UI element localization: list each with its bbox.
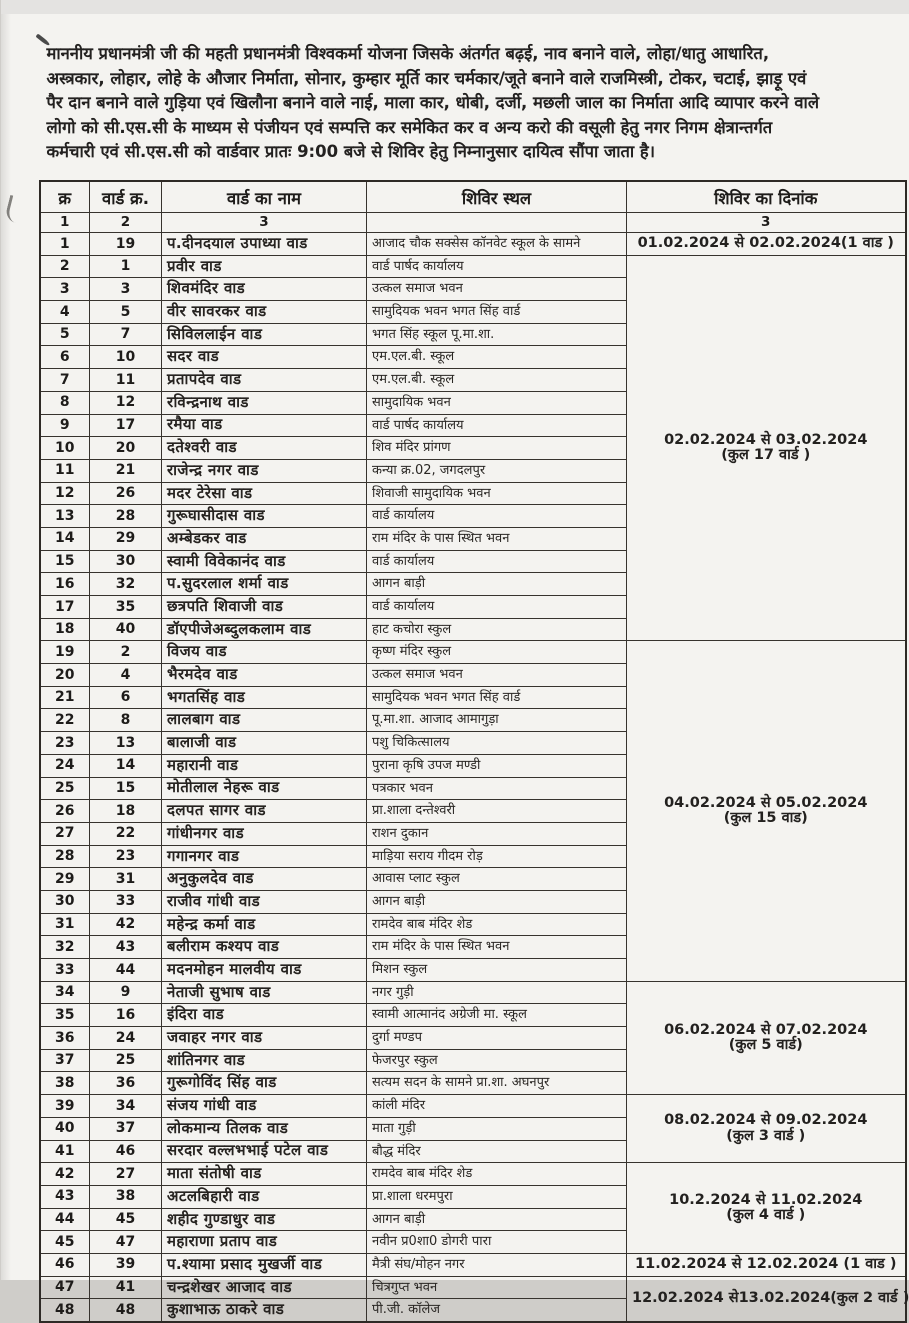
ward-name-cell: कुशाभाऊ ठाकरे वाड <box>162 1299 367 1322</box>
ward-number-cell: 39 <box>90 1253 162 1276</box>
ward-name-cell: गुरूघासीदास वाड <box>162 505 367 528</box>
ward-name-cell: महेन्द्र कर्मा वाड <box>162 913 367 936</box>
ward-name-cell: मोतीलाल नेहरू वाड <box>162 777 367 800</box>
serial-cell: 9 <box>40 414 90 437</box>
ward-number-cell: 6 <box>90 686 162 709</box>
intro-line: लोगो को सी.एस.सी के माध्यम से पंजीयन एवं सम्पत्ति कर समेकित कर व अन्य करो की वसूली हेतु नगर निगम क्षेत्रान्तर्गत <box>46 117 773 137</box>
ward-name-cell: प.सुदरलाल शर्मा वाड <box>162 573 367 596</box>
ward-name-cell: महारानी वाड <box>162 754 367 777</box>
camp-venue-cell: उत्कल समाज भवन <box>367 278 627 301</box>
column-number: 3 <box>627 213 906 233</box>
ward-name-cell: महाराणा प्रताप वाड <box>162 1231 367 1254</box>
ward-number-cell: 23 <box>90 845 162 868</box>
camp-venue-cell: पी.जी. कॉलेज <box>367 1299 627 1322</box>
ward-number-cell: 22 <box>90 822 162 845</box>
ward-name-cell: प्रतापदेव वाड <box>162 369 367 392</box>
serial-cell: 35 <box>40 1004 90 1027</box>
camp-venue-cell: प्रा.शाला धरमपुरा <box>367 1185 627 1208</box>
serial-cell: 13 <box>40 505 90 528</box>
camp-date-cell <box>627 1163 906 1254</box>
ward-number-cell: 14 <box>90 754 162 777</box>
ward-number-cell: 17 <box>90 414 162 437</box>
column-number: 1 <box>40 213 90 233</box>
serial-cell: 25 <box>40 777 90 800</box>
ward-number-cell: 26 <box>90 482 162 505</box>
ward-name-cell: बलीराम कश्यप वाड <box>162 936 367 959</box>
table-row <box>40 1095 906 1118</box>
camp-venue-cell: स्वामी आत्मानंद अग्रेजी मा. स्कूल <box>367 1004 627 1027</box>
ward-name-cell: संजय गांधी वाड <box>162 1095 367 1118</box>
serial-cell: 18 <box>40 618 90 641</box>
ward-name-cell: शिवमंदिर वाड <box>162 278 367 301</box>
camp-venue-cell: पुराना कृषि उपज मण्डी <box>367 754 627 777</box>
camp-date-cell <box>627 1095 906 1163</box>
serial-cell: 23 <box>40 732 90 755</box>
ward-number-cell: 30 <box>90 550 162 573</box>
ward-name-cell: शांतिनगर वाड <box>162 1049 367 1072</box>
ward-number-cell: 7 <box>90 323 162 346</box>
intro-line: कर्मचारी एवं सी.एस.सी को वार्डवार प्रातः 9:00 बजे से शिविर हेतु निम्नानुसार दायित्व सौंपा जाता है। <box>46 142 655 162</box>
serial-cell: 22 <box>40 709 90 732</box>
col-header-ward-name: वार्ड का नाम <box>162 181 367 213</box>
ward-number-cell: 8 <box>90 709 162 732</box>
serial-cell: 42 <box>40 1163 90 1186</box>
ward-name-cell: मदर टेरेसा वाड <box>162 482 367 505</box>
serial-cell: 30 <box>40 890 90 913</box>
serial-cell: 41 <box>40 1140 90 1163</box>
header-row <box>40 181 906 213</box>
ward-number-cell: 5 <box>90 301 162 324</box>
camp-date-cell <box>627 981 906 1094</box>
ward-number-cell: 41 <box>90 1276 162 1299</box>
camp-venue-cell: एम.एल.बी. स्कूल <box>367 346 627 369</box>
camp-venue-cell: सत्यम सदन के सामने प्रा.शा. अघनपुर <box>367 1072 627 1095</box>
ward-number-cell: 47 <box>90 1231 162 1254</box>
ward-name-cell: माता संतोषी वाड <box>162 1163 367 1186</box>
serial-cell: 21 <box>40 686 90 709</box>
camp-venue-cell: वार्ड कार्यालय <box>367 596 627 619</box>
serial-cell: 46 <box>40 1253 90 1276</box>
camp-venue-cell: आगन बाड़ी <box>367 890 627 913</box>
serial-cell: 16 <box>40 573 90 596</box>
camp-date-ward-count: (कुल 5 वार्ड) <box>728 1036 803 1053</box>
ward-number-cell: 10 <box>90 346 162 369</box>
ward-number-cell: 33 <box>90 890 162 913</box>
camp-venue-cell: नवीन प्र0शा0 डोगरी पारा <box>367 1231 627 1254</box>
ward-number-cell: 3 <box>90 278 162 301</box>
camp-date-range: 12.02.2024 से13.02.2024(कुल 2 वार्ड ) <box>632 1290 909 1307</box>
camp-venue-cell: राशन दुकान <box>367 822 627 845</box>
column-number: 2 <box>90 213 162 233</box>
serial-cell: 11 <box>40 459 90 482</box>
ward-name-cell: रमैया वाड <box>162 414 367 437</box>
serial-cell: 26 <box>40 800 90 823</box>
ward-number-cell: 16 <box>90 1004 162 1027</box>
ward-name-cell: नेताजी सुभाष वाड <box>162 981 367 1004</box>
ward-name-cell: दतेश्वरी वाड <box>162 437 367 460</box>
camp-venue-cell: हाट कचोरा स्कुल <box>367 618 627 641</box>
camp-venue-cell: वार्ड कार्यालय <box>367 505 627 528</box>
ward-name-cell: वीर सावरकर वाड <box>162 301 367 324</box>
camp-venue-cell: नगर गुड़ी <box>367 981 627 1004</box>
serial-cell: 10 <box>40 437 90 460</box>
column-numbering-row <box>40 213 906 233</box>
serial-cell: 19 <box>40 641 90 664</box>
camp-date-range: 02.02.2024 से 03.02.2024 <box>664 431 868 448</box>
serial-cell: 12 <box>40 482 90 505</box>
serial-cell: 32 <box>40 936 90 959</box>
serial-cell: 27 <box>40 822 90 845</box>
ward-number-cell: 9 <box>90 981 162 1004</box>
serial-cell: 40 <box>40 1117 90 1140</box>
ward-number-cell: 15 <box>90 777 162 800</box>
ward-name-cell: प.श्यामा प्रसाद मुखर्जी वाड <box>162 1253 367 1276</box>
camp-date-ward-count: (कुल 3 वार्ड ) <box>726 1127 806 1144</box>
ward-name-cell: डॉएपीजेअब्दुलकलाम वाड <box>162 618 367 641</box>
ward-number-cell: 2 <box>90 641 162 664</box>
camp-venue-cell: रामदेव बाब मंदिर शेड <box>367 913 627 936</box>
serial-cell: 28 <box>40 845 90 868</box>
ward-number-cell: 18 <box>90 800 162 823</box>
serial-cell: 2 <box>40 255 90 278</box>
col-header-serial: क्र <box>40 181 90 213</box>
serial-cell: 43 <box>40 1185 90 1208</box>
scan-top-band <box>1 0 909 14</box>
ward-number-cell: 25 <box>90 1049 162 1072</box>
ward-number-cell: 40 <box>90 618 162 641</box>
serial-cell: 8 <box>40 391 90 414</box>
ward-number-cell: 42 <box>90 913 162 936</box>
camp-date-ward-count: (कुल 4 वार्ड ) <box>726 1207 806 1224</box>
ward-name-cell: भगतसिंह वाड <box>162 686 367 709</box>
camp-venue-cell: सामुदियक भवन भगत सिंह वार्ड <box>367 301 627 324</box>
ward-number-cell: 1 <box>90 255 162 278</box>
ward-name-cell: चन्द्रशेखर आजाद वाड <box>162 1276 367 1299</box>
ward-number-cell: 45 <box>90 1208 162 1231</box>
camp-date-cell <box>627 641 906 981</box>
ward-name-cell: इंदिरा वाड <box>162 1004 367 1027</box>
camp-venue-cell: आवास प्लाट स्कुल <box>367 868 627 891</box>
ward-number-cell: 36 <box>90 1072 162 1095</box>
col-header-ward-number: वार्ड क्र. <box>90 181 162 213</box>
camp-venue-cell: आगन बाड़ी <box>367 1208 627 1231</box>
camp-venue-cell: पू.मा.शा. आजाद आमागुड़ा <box>367 709 627 732</box>
camp-date-ward-count: (कुल 17 वार्ड ) <box>721 447 811 464</box>
ward-name-cell: रविन्द्रनाथ वाड <box>162 391 367 414</box>
serial-cell: 29 <box>40 868 90 891</box>
camp-date-cell <box>627 255 906 641</box>
serial-cell: 24 <box>40 754 90 777</box>
table-row <box>40 1163 906 1186</box>
camp-venue-cell: कन्या क्र.02, जगदलपुर <box>367 459 627 482</box>
ward-number-cell: 35 <box>90 596 162 619</box>
ward-number-cell: 29 <box>90 527 162 550</box>
table-row <box>40 981 906 1004</box>
camp-date-range: 10.2.2024 से 11.02.2024 <box>669 1191 863 1208</box>
serial-cell: 17 <box>40 596 90 619</box>
serial-cell: 34 <box>40 981 90 1004</box>
camp-venue-cell: फेजरपुर स्कुल <box>367 1049 627 1072</box>
table-row <box>40 233 906 256</box>
serial-cell: 1 <box>40 233 90 256</box>
camp-venue-cell: शिवाजी सामुदायिक भवन <box>367 482 627 505</box>
ward-name-cell: अटलबिहारी वाड <box>162 1185 367 1208</box>
ward-number-cell: 31 <box>90 868 162 891</box>
serial-cell: 6 <box>40 346 90 369</box>
ward-number-cell: 46 <box>90 1140 162 1163</box>
camp-venue-cell: कृष्ण मंदिर स्कुल <box>367 641 627 664</box>
camp-venue-cell: वार्ड पार्षद कार्यालय <box>367 255 627 278</box>
camp-date-range: 04.02.2024 से 05.02.2024 <box>664 794 868 811</box>
camp-venue-cell: मैत्री संघ/मोहन नगर <box>367 1253 627 1276</box>
ward-name-cell: प्रवीर वाड <box>162 255 367 278</box>
ward-number-cell: 12 <box>90 391 162 414</box>
serial-cell: 3 <box>40 278 90 301</box>
camp-schedule-table <box>39 180 907 1323</box>
ward-name-cell: भैरमदेव वाड <box>162 664 367 687</box>
ward-name-cell: स्वामी विवेकानंद वाड <box>162 550 367 573</box>
camp-venue-cell: आगन बाड़ी <box>367 573 627 596</box>
ward-name-cell: जवाहर नगर वाड <box>162 1027 367 1050</box>
camp-venue-cell: वार्ड पार्षद कार्यालय <box>367 414 627 437</box>
serial-cell: 47 <box>40 1276 90 1299</box>
ward-number-cell: 48 <box>90 1299 162 1322</box>
ward-name-cell: अनुकुलदेव वाड <box>162 868 367 891</box>
ward-name-cell: लालबाग वाड <box>162 709 367 732</box>
serial-cell: 38 <box>40 1072 90 1095</box>
ward-number-cell: 19 <box>90 233 162 256</box>
ward-number-cell: 28 <box>90 505 162 528</box>
serial-cell: 33 <box>40 959 90 982</box>
ward-number-cell: 43 <box>90 936 162 959</box>
intro-line: पैर दान बनाने वाले गुड़िया एवं खिलौना बनाने वाले नाई, माला कार, धोबी, दर्जी, मछली जाल का निर्माता आदि व्यापार करने वाले <box>46 93 820 113</box>
serial-cell: 39 <box>40 1095 90 1118</box>
camp-date-range: 06.02.2024 से 07.02.2024 <box>664 1021 868 1038</box>
ward-number-cell: 38 <box>90 1185 162 1208</box>
camp-venue-cell: चित्रगुप्त भवन <box>367 1276 627 1299</box>
camp-venue-cell: एम.एल.बी. स्कूल <box>367 369 627 392</box>
camp-venue-cell: राम मंदिर के पास स्थित भवन <box>367 527 627 550</box>
camp-date-range: 11.02.2024 से 12.02.2024 (1 वाड ) <box>635 1256 897 1273</box>
serial-cell: 37 <box>40 1049 90 1072</box>
ward-name-cell: अम्बेडकर वाड <box>162 527 367 550</box>
ward-name-cell: सरदार वल्लभभाई पटेल वाड <box>162 1140 367 1163</box>
col-header-camp-venue: शिविर स्थल <box>367 181 627 213</box>
ward-number-cell: 44 <box>90 959 162 982</box>
camp-date-range: 01.02.2024 से 02.02.2024(1 वाड ) <box>637 235 894 252</box>
serial-cell: 15 <box>40 550 90 573</box>
ward-name-cell: प.दीनदयाल उपाध्या वाड <box>162 233 367 256</box>
intro-paragraph <box>47 42 879 165</box>
ward-number-cell: 21 <box>90 459 162 482</box>
camp-date-cell <box>627 233 906 256</box>
camp-venue-cell: प्रा.शाला दन्तेश्वरी <box>367 800 627 823</box>
ward-number-cell: 27 <box>90 1163 162 1186</box>
ward-name-cell: राजीव गांधी वाड <box>162 890 367 913</box>
table-row <box>40 1253 906 1276</box>
ward-name-cell: दलपत सागर वाड <box>162 800 367 823</box>
camp-venue-cell: राम मंदिर के पास स्थित भवन <box>367 936 627 959</box>
ward-number-cell: 11 <box>90 369 162 392</box>
camp-venue-cell: रामदेव बाब मंदिर शेड <box>367 1163 627 1186</box>
intro-line: अस्त्रकार, लोहार, लोहे के औजार निर्माता, सोनार, कुम्हार मूर्ति कार चर्मकार/जूते बनाने वाले राजमिस्त्री, टोकर, चटाई, झाड़ू एवं <box>46 68 807 88</box>
ward-name-cell: छत्रपति शिवाजी वाड <box>162 596 367 619</box>
intro-line: माननीय प्रधानमंत्री जी की महती प्रधानमंत्री विश्वकर्मा योजना जिसके अंतर्गत बढ़ई, नाव बनाने वाले, लोहा/धातु आधारित, <box>46 44 770 63</box>
ward-number-cell: 13 <box>90 732 162 755</box>
column-number: 3 <box>162 213 367 233</box>
ward-number-cell: 4 <box>90 664 162 687</box>
camp-venue-cell: पशु चिकित्सालय <box>367 732 627 755</box>
serial-cell: 31 <box>40 913 90 936</box>
table-body <box>40 233 909 1323</box>
ward-name-cell: सदर वाड <box>162 346 367 369</box>
serial-cell: 7 <box>40 369 90 392</box>
camp-venue-cell: उत्कल समाज भवन <box>367 664 627 687</box>
camp-venue-cell: शिव मंदिर प्रांगण <box>367 437 627 460</box>
ward-number-cell: 34 <box>90 1095 162 1118</box>
serial-cell: 14 <box>40 527 90 550</box>
ward-name-cell: मदनमोहन मालवीय वाड <box>162 959 367 982</box>
scanned-document-page <box>1 0 909 1319</box>
camp-venue-cell: माता गुड़ी <box>367 1117 627 1140</box>
camp-date-range: 08.02.2024 से 09.02.2024 <box>664 1112 868 1129</box>
ward-name-cell: लोकमान्य तिलक वाड <box>162 1117 367 1140</box>
ward-name-cell: शहीद गुण्डाधुर वाड <box>162 1208 367 1231</box>
camp-venue-cell: मिशन स्कुल <box>367 959 627 982</box>
camp-venue-cell: सामुदियक भवन भगत सिंह वार्ड <box>367 686 627 709</box>
camp-date-cell <box>627 1276 909 1322</box>
ward-name-cell: गुरूगोविंद सिंह वाड <box>162 1072 367 1095</box>
serial-cell: 45 <box>40 1231 90 1254</box>
ward-name-cell: गगानगर वाड <box>162 845 367 868</box>
camp-venue-cell: भगत सिंह स्कूल पू.मा.शा. <box>367 323 627 346</box>
camp-date-ward-count: (कुल 15 वाड) <box>723 810 808 827</box>
ward-name-cell: विजय वाड <box>162 641 367 664</box>
camp-date-cell <box>627 1253 906 1276</box>
column-number <box>367 213 627 233</box>
serial-cell: 36 <box>40 1027 90 1050</box>
serial-cell: 44 <box>40 1208 90 1231</box>
camp-venue-cell: कांली मंदिर <box>367 1095 627 1118</box>
camp-venue-cell: आजाद चौक सक्सेस कॉनवेट स्कूल के सामने <box>367 233 627 256</box>
ward-name-cell: गांधीनगर वाड <box>162 822 367 845</box>
table-row <box>40 641 906 664</box>
ward-number-cell: 24 <box>90 1027 162 1050</box>
table-row <box>40 1276 906 1299</box>
serial-cell: 48 <box>40 1299 90 1322</box>
serial-cell: 20 <box>40 664 90 687</box>
table-header <box>40 181 906 233</box>
camp-venue-cell: दुर्गा मण्डप <box>367 1027 627 1050</box>
serial-cell: 5 <box>40 323 90 346</box>
ward-name-cell: सिविललाईन वाड <box>162 323 367 346</box>
col-header-camp-date: शिविर का दिनांक <box>627 181 906 213</box>
ward-number-cell: 37 <box>90 1117 162 1140</box>
serial-cell: 4 <box>40 301 90 324</box>
camp-venue-cell: सामुदायिक भवन <box>367 391 627 414</box>
camp-venue-cell: वार्ड कार्यालय <box>367 550 627 573</box>
ward-name-cell: बालाजी वाड <box>162 732 367 755</box>
ward-name-cell: राजेन्द्र नगर वाड <box>162 459 367 482</box>
camp-venue-cell: माड़िया सराय गीदम रोड़ <box>367 845 627 868</box>
ward-number-cell: 20 <box>90 437 162 460</box>
camp-venue-cell: बौद्ध मंदिर <box>367 1140 627 1163</box>
ward-number-cell: 32 <box>90 573 162 596</box>
table-row <box>40 255 906 278</box>
camp-venue-cell: पत्रकार भवन <box>367 777 627 800</box>
